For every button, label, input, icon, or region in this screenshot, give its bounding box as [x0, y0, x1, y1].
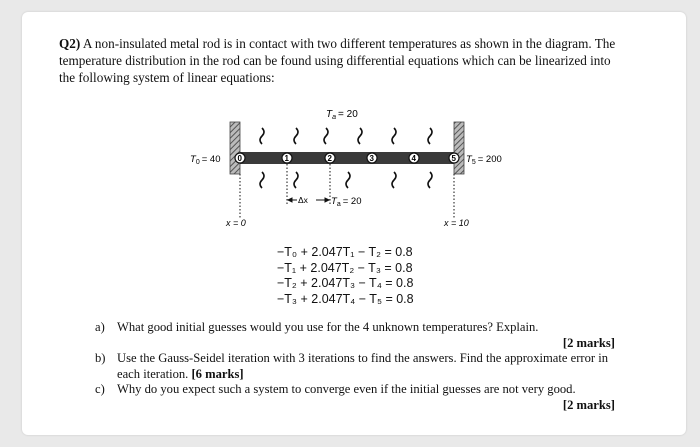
ambient-bottom-label: $T_a = 20$: [331, 196, 362, 208]
heat-arrows-top: [260, 128, 432, 144]
part-c-marks: [2 marks]: [562, 397, 615, 412]
node-0-label: 0: [237, 154, 242, 163]
question-parts: [95, 320, 615, 413]
part-a-marks: [2 marks]: [562, 335, 615, 350]
guide-lines: [240, 164, 454, 218]
right-temp-label: $T_5 = 200$: [466, 154, 502, 166]
node-3-label: 3: [369, 154, 374, 163]
equation-2: −T₁ + 2.047T₂ − T₃ = 0.8: [277, 260, 413, 275]
heat-arrows-bottom: [260, 172, 432, 188]
part-b-text: Use the Gauss-Seidel iteration with 3 iterations to find the answers. Find the approximate error in each iteration.: [117, 351, 609, 381]
part-c: [95, 382, 615, 413]
node-1-label: 1: [284, 154, 289, 163]
metal-rod: [237, 152, 454, 164]
question-label: Q2): [59, 36, 81, 51]
part-b-marks: [6 marks]: [191, 366, 244, 381]
delta-x-arrow: [288, 198, 329, 202]
node-2-label: 2: [327, 154, 332, 163]
part-a: [95, 320, 615, 351]
part-a-text: What good initial guesses would you use for the 4 unknown temperatures? Explain.: [117, 320, 539, 334]
question-body: A non-insulated metal rod is in contact with two different temperatures as shown in the diagram. The temperature distribution in the rod can be found using differential equations which can be linearized into the following system of linear equations:: [59, 36, 616, 85]
equation-system: [277, 245, 414, 307]
right-wall: [451, 122, 464, 174]
part-a-letter: a): [95, 320, 105, 334]
node-5-label: 5: [451, 154, 456, 163]
part-c-letter: c): [95, 382, 105, 396]
part-c-text: Why do you expect such a system to converge even if the initial guesses are not very good.: [117, 382, 576, 396]
part-b: [95, 351, 615, 382]
equation-4: −T₃ + 2.047T₄ − T₅ = 0.8: [277, 291, 414, 306]
left-wall: [230, 122, 240, 174]
x-start-label: x = 0: [226, 218, 246, 228]
delta-x-label: Δx: [298, 195, 308, 205]
equation-1: −T₀ + 2.047T₁ − T₂ = 0.8: [277, 245, 413, 259]
part-b-letter: b): [95, 351, 106, 365]
equation-3: −T₂ + 2.047T₃ − T₄ = 0.8: [277, 276, 414, 290]
ambient-top-label: $T_a = 20$: [326, 109, 358, 121]
x-end-label: x = 10: [444, 218, 469, 228]
node-4-label: 4: [411, 154, 416, 163]
left-temp-label: $T_0 = 40$: [190, 154, 221, 166]
